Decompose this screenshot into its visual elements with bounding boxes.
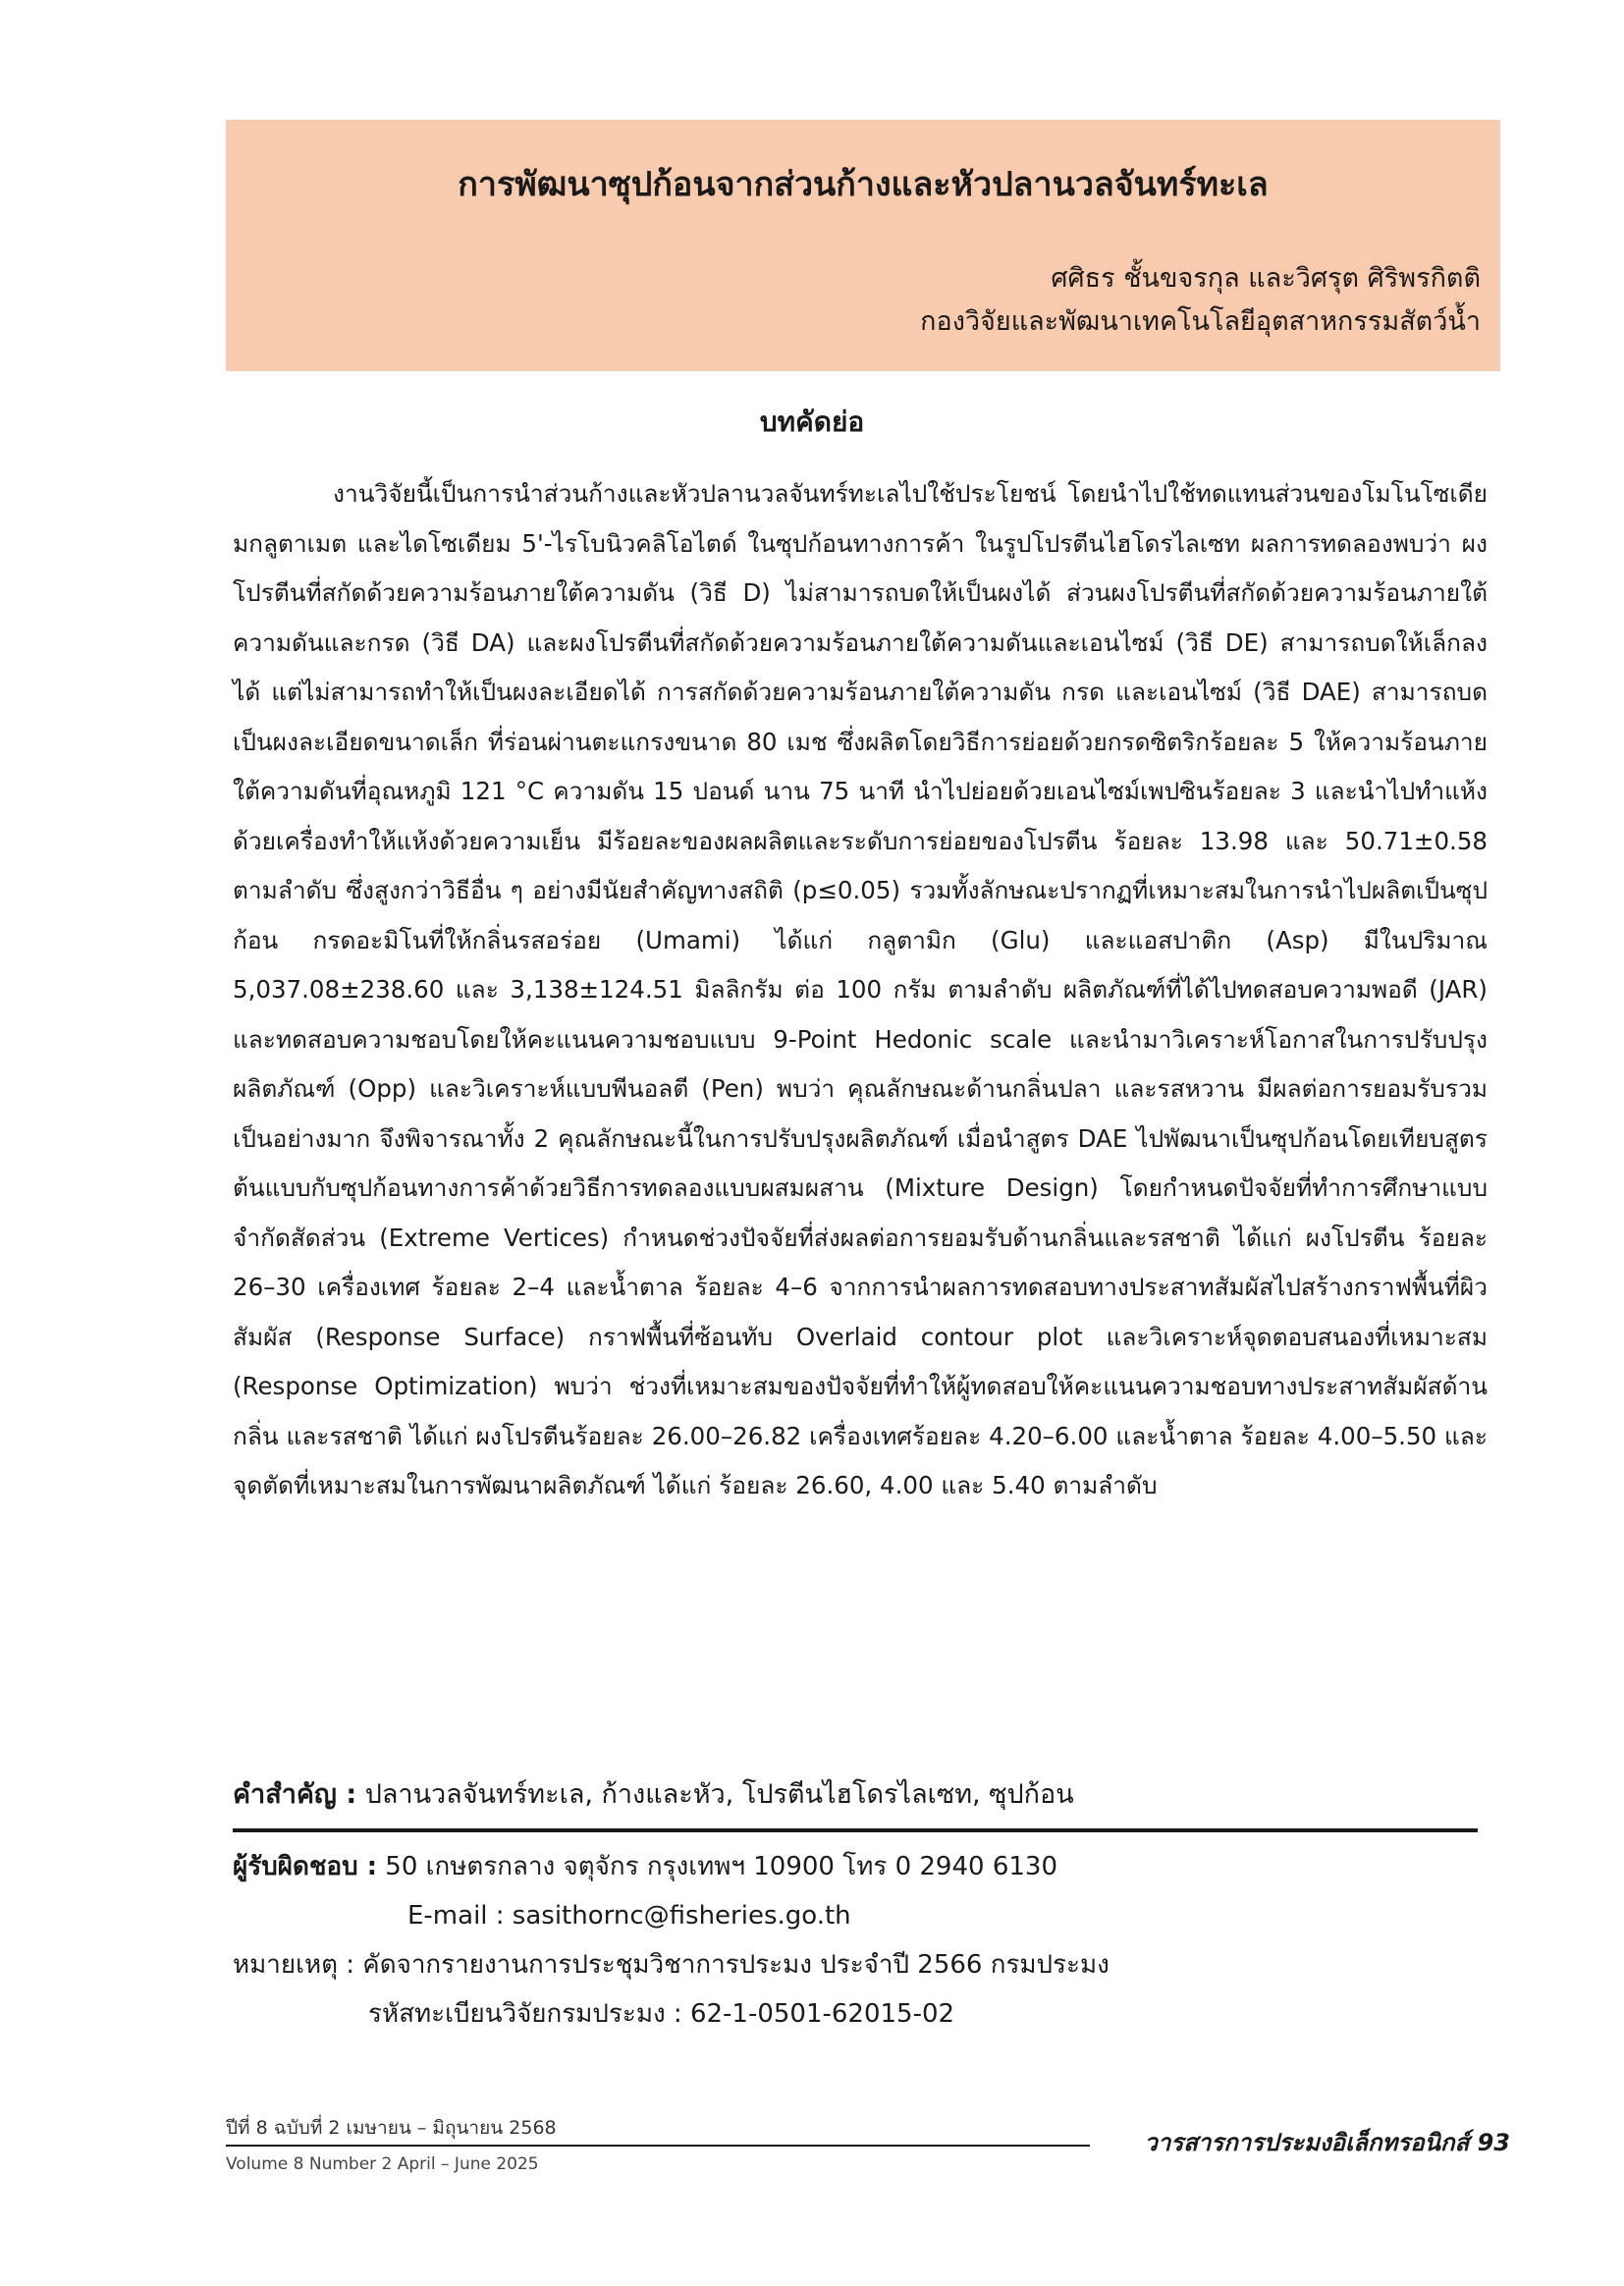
keywords-value: ปลานวลจันทร์ทะเล, ก้างและหัว, โปรตีนไฮโดรไลเซท, ซุปก้อน: [356, 1779, 1074, 1810]
affiliation: กองวิจัยและพัฒนาเทคโนโลยีอุตสาหกรรมสัตว์น้ำ: [920, 306, 1481, 337]
responsible-label: ผู้รับผิดชอบ :: [233, 1852, 378, 1881]
keywords-label: คำสำคัญ :: [233, 1779, 357, 1810]
registration: รหัสทะเบียนวิจัยกรมประมง : 62-1-0501-62015-02: [368, 1999, 955, 2029]
note-line: [233, 1940, 1480, 1989]
responsible-line: [233, 1842, 1480, 1891]
divider: [233, 1828, 1478, 1832]
author-block: [920, 257, 1481, 344]
note: คัดจากรายงานการประชุมวิชาการประมง ประจำปี 2566 กรมประมง: [354, 1950, 1110, 1980]
footer-issue-en: Volume 8 Number 2 April – June 2025: [226, 2154, 539, 2174]
abstract-body: งานวิจัยนี้เป็นการนำส่วนก้างและหัวปลานวลจันทร์ทะเลไปใช้ประโยชน์ โดยนำไปใช้ทดแทนส่วนของโมโนโซเดียมกลูตาเมต และไดโซเดียม 5'-ไรโบนิวคลิโอไตด์ ในซุปก้อนทางการค้า ในรูปโปรตีนไฮโดรไลเซท ผลการทดลองพบว่า ผงโปรตีนที่สกัดด้วยความร้อนภายใต้ความดัน (วิธี D) ไม่สามารถบดให้เป็นผงได้ ส่วนผงโปรตีนที่สกัดด้วยความร้อนภายใต้ความดันและกรด (วิธี DA) และผงโปรตีนที่สกัดด้วยความร้อนภายใต้ความดันและเอนไซม์ (วิธี DE) สามารถบดให้เล็กลงได้ แต่ไม่สามารถทำให้เป็นผงละเอียดได้ การสกัดด้วยความร้อนภายใต้ความดัน กรด และเอนไซม์ (วิธี DAE) สามารถบดเป็นผงละเอียดขนาดเล็ก ที่ร่อนผ่านตะแกรงขนาด 80 เมช ซึ่งผลิตโดยวิธีการย่อยด้วยกรดซิตริกร้อยละ 5 ให้ความร้อนภายใต้ความดันที่อุณหภูมิ 121 °C ความดัน 15 ปอนด์ นาน 75 นาที นำไปย่อยด้วยเอนไซม์เพปซินร้อยละ 3 และนำไปทำแห้งด้วยเครื่องทำให้แห้งด้วยความเย็น มีร้อยละของผลผลิตและระดับการย่อยของโปรตีน ร้อยละ 13.98 และ 50.71±0.58 ตามลำดับ ซึ่งสูงกว่าวิธีอื่น ๆ อย่างมีนัยสำคัญทางสถิติ (p≤0.05) รวมทั้งลักษณะปรากฏที่เหมาะสมในการนำไปผลิตเป็นซุปก้อน กรดอะมิโนที่ให้กลิ่นรสอร่อย (Umami) ได้แก่ กลูตามิก (Glu) และแอสปาติก (Asp) มีในปริมาณ 5,037.08±238.60 และ 3,138±124.51 มิลลิกรัม ต่อ 100 กรัม ตามลำดับ ผลิตภัณฑ์ที่ได้ไปทดสอบความพอดี (JAR) และทดสอบความชอบโดยให้คะแนนความชอบแบบ 9-Point Hedonic scale และนำมาวิเคราะห์โอกาสในการปรับปรุงผลิตภัณฑ์ (Opp) และวิเคราะห์แบบพีนอลตี (Pen) พบว่า คุณลักษณะด้านกลิ่นปลา และรสหวาน มีผลต่อการยอมรับรวมเป็นอย่างมาก จึงพิจารณาทั้ง 2 คุณลักษณะนี้ในการปรับปรุงผลิตภัณฑ์ เมื่อนำสูตร DAE ไปพัฒนาเป็นซุปก้อนโดยเทียบสูตรต้นแบบกับซุปก้อนทางการค้าด้วยวิธีการทดลองแบบผสมผสาน (Mixture Design) โดยกำหนดปัจจัยที่ทำการศึกษาแบบจำกัดสัดส่วน (Extreme Vertices) กำหนดช่วงปัจจัยที่ส่งผลต่อการยอมรับด้านกลิ่นและรสชาติ ได้แก่ ผงโปรตีน ร้อยละ 26–30 เครื่องเทศ ร้อยละ 2–4 และน้ำตาล ร้อยละ 4–6 จากการนำผลการทดสอบทางประสาทสัมผัสไปสร้างกราฟพื้นที่ผิวสัมผัส (Response Surface) กราฟพื้นที่ซ้อนทับ Overlaid contour plot และวิเคราะห์จุดตอบสนองที่เหมาะสม (Response Optimization) พบว่า ช่วงที่เหมาะสมของปัจจัยที่ทำให้ผู้ทดสอบให้คะแนนความชอบทางประสาทสัมผัสด้านกลิ่น และรสชาติ ได้แก่ ผงโปรตีนร้อยละ 26.00–26.82 เครื่องเทศร้อยละ 4.20–6.00 และน้ำตาล ร้อยละ 4.00–5.50 และจุดตัดที่เหมาะสมในการพัฒนาผลิตภัณฑ์ ได้แก่ ร้อยละ 26.60, 4.00 และ 5.40 ตามลำดับ: [233, 479, 1488, 1499]
contact-block: [233, 1842, 1480, 2039]
email: E-mail : sasithornc@fisheries.go.th: [407, 1901, 851, 1931]
authors: ศศิธร ชั้นขจรกุล และวิศรุต ศิริพรกิตติ: [1051, 263, 1481, 294]
footer-issue-thai: ปีที่ 8 ฉบับที่ 2 เมษายน – มิถุนายน 2568: [226, 2117, 557, 2139]
paper-title: การพัฒนาซุปก้อนจากส่วนก้างและหัวปลานวลจันทร์ทะเล: [458, 165, 1269, 204]
title-box: [226, 120, 1500, 371]
keywords: [233, 1775, 1074, 1815]
footer-journal: วารสารการประมงอิเล็กทรอนิกส์ 93: [1144, 2129, 1510, 2156]
abstract-heading: บทคัดย่อ: [759, 406, 865, 438]
note-label: หมายเหตุ :: [233, 1950, 355, 1980]
footer-divider: [226, 2145, 1090, 2147]
address: 50 เกษตรกลาง จตุจักร กรุงเทพฯ 10900 โทร 0 2940 6130: [377, 1852, 1057, 1881]
